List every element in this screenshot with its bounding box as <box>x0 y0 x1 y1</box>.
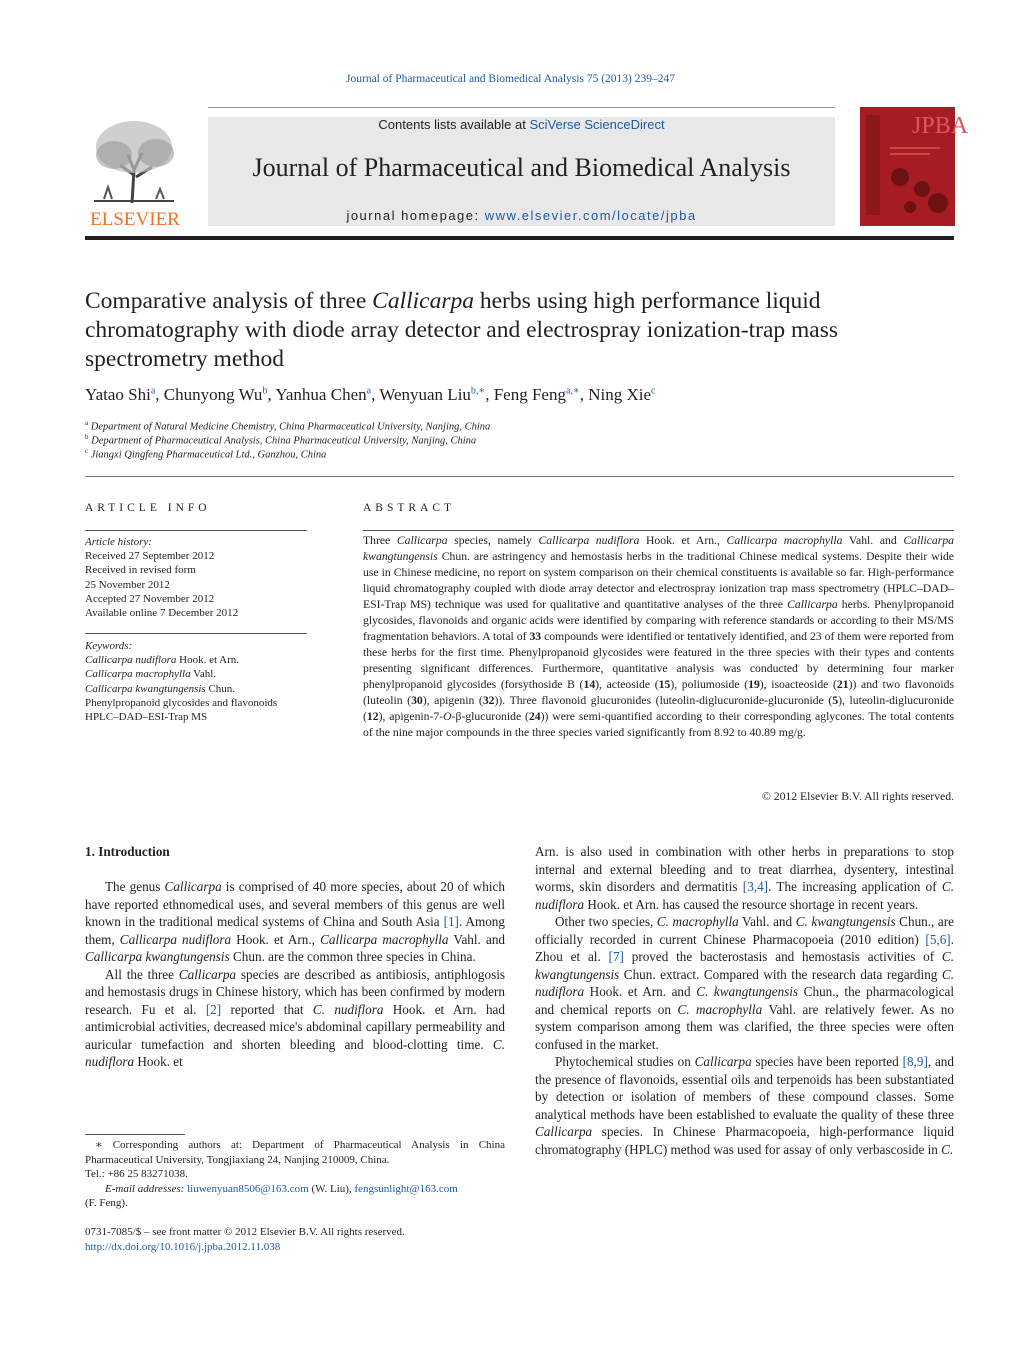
keyword: Phenylpropanoid glycosides and flavonoids <box>85 696 278 709</box>
affiliation-text: Department of Natural Medicine Chemistry, China Pharmaceutical University, Nanjing, China <box>90 421 491 433</box>
footnote-rule <box>85 1134 185 1135</box>
author-name: Chunyong Wu <box>163 385 263 404</box>
author-name: Yanhua Chen <box>275 385 367 404</box>
issn-line: 0731-7085/$ – see front matter © 2012 Elsevier B.V. All rights reserved. <box>85 1226 405 1238</box>
email-label: E-mail addresses: <box>105 1182 188 1195</box>
history-item: Received 27 September 2012 <box>85 550 215 563</box>
author-separator: , <box>579 385 589 404</box>
article-title <box>85 287 965 374</box>
affiliation-text: Department of Pharmaceutical Analysis, China Pharmaceutical University, Nanjing, China <box>91 435 477 447</box>
elsevier-logo <box>84 115 186 230</box>
article-info-rule <box>85 530 307 531</box>
affiliation-marker: b <box>85 433 89 441</box>
journal-title: Journal of Pharmaceutical and Biomedical Analysis <box>252 153 791 182</box>
email-line <box>85 1182 505 1197</box>
article-history <box>85 535 238 620</box>
history-item: Accepted 27 November 2012 <box>85 592 215 605</box>
affiliation-text: Jiangxi Qingfeng Pharmaceutical Ltd., Ganzhou, China <box>90 449 327 461</box>
keywords <box>85 639 277 724</box>
affiliation-a <box>85 419 490 433</box>
author-separator: , <box>371 385 380 404</box>
history-item: Available online 7 December 2012 <box>85 607 239 620</box>
body-column-left: The genus Callicarpa is comprised of 40 more species, about 20 of which have reported ethnomedical uses, and several members of this genus are well known in the traditional medical systems of China and South Asia [1]. Among them, Callicarpa nudiflora Hook. et Arn., Callicarpa macrophylla Vahl. and Callicarpa kwangtungensis Chun. are the common three species in China. All the three Callicarpa species are described as antibiosis, antiphlogosis and hemostasis drugs in Chinese history, which has been confirmed by modern research. Fu et al. [2] reported that C. nudiflora Hook. et Arn. had antimicrobial activities, decreased mice's abdominal capillary permeability and auricular tumefaction and shorten bleeding and blood-clotting time. C. nudiflora Hook. et <box>85 879 506 1069</box>
homepage-label: journal homepage: <box>346 208 485 223</box>
author-affiliation-marker[interactable]: a <box>150 385 156 397</box>
doi-link[interactable]: http://dx.doi.org/10.1016/j.jpba.2012.11.038 <box>85 1241 281 1253</box>
header-top-rule <box>208 107 835 108</box>
history-label: Article history: <box>85 536 152 548</box>
contents-availability <box>208 117 835 132</box>
elsevier-tree-icon <box>84 115 186 230</box>
journal-cover-art <box>860 107 969 226</box>
abstract-rule <box>363 530 954 531</box>
affiliation-rule <box>85 476 954 477</box>
issn-doi-block <box>85 1225 505 1255</box>
keywords-rule <box>85 633 307 634</box>
telephone: Tel.: +86 25 83271038. <box>85 1168 188 1180</box>
author-name: Yatao Shi <box>85 385 151 404</box>
corresponding-author-footnote <box>85 1138 505 1211</box>
keyword-authority: Vahl. <box>190 668 217 681</box>
author-name: Feng Feng <box>493 385 566 404</box>
affiliation-c <box>85 447 326 461</box>
author-separator: , <box>267 385 276 404</box>
sciencedirect-link[interactable]: SciVerse ScienceDirect <box>529 117 665 132</box>
author-separator: , <box>155 385 164 404</box>
author-affiliation-marker[interactable]: b,∗ <box>470 385 486 397</box>
keyword-species: Callicarpa kwangtungensis <box>85 682 206 695</box>
homepage-link[interactable]: www.elsevier.com/locate/jpba <box>484 208 697 223</box>
email-link-liu[interactable]: liuwenyuan8506@163.com <box>187 1182 309 1195</box>
keyword-species: Callicarpa nudiflora <box>85 654 177 667</box>
keyword-species: Callicarpa macrophylla <box>85 668 191 681</box>
body-column-right: Arn. is also used in combination with other herbs in preparations to stop internal and external bleeding and to treat diarrhea, dysentery, intestinal worms, skin disorders and dermatitis [3,4]. The increasing application of C. nudiflora Hook. et Arn. has caused the resource shortage in recent years. Other two species, C. macrophylla Vahl. and C. kwangtungensis Chun., are officially recorded in current Chinese Pharmacopoeia (2010 edition) [5,6]. Zhou et al. [7] proved the bacterostasis and hemostasis activities of C. kwangtungensis Chun. extract. Compared with the research data regarding C. nudiflora Hook. et Arn. and C. kwangtungensis Chun., the pharmacological and chemical reports on C. macrophylla Vahl. are relatively fewer. As no system comparison among them was clarified, the three species were often confused in the market. Phytochemical studies on Callicarpa species have been reported [8,9], and the presence of flavonoids, essential oils and terpenoids has been substantiated by detection or isolation of members of these compound classes. Some analytical methods have been established to evaluate the quality of these three Callicarpa species. In Chinese Pharmacopoeia, high-performance liquid chromatography (HPLC) method was used for assay of only verbascoside in C. <box>535 844 955 1157</box>
history-item: 25 November 2012 <box>85 578 170 591</box>
journal-cover-image <box>860 107 969 226</box>
author-separator: , <box>485 385 494 404</box>
title-part-1: Comparative analysis of three <box>85 288 373 314</box>
corresponding-text: ∗ Corresponding authors at: Department of Pharmaceutical Analysis in China Pharmaceutical University, Tongjiaxiang 24, Nanjing 210009, China. <box>85 1139 505 1166</box>
keyword-authority: Chun. <box>205 682 236 695</box>
title-genus: Callicarpa <box>372 288 474 314</box>
author-affiliation-marker[interactable]: a,∗ <box>565 385 580 397</box>
article-info-heading: ARTICLE INFO <box>85 502 211 514</box>
keywords-label: Keywords: <box>85 640 133 652</box>
affiliation-marker: a <box>85 419 89 427</box>
author-name: Ning Xie <box>588 385 652 404</box>
journal-homepage <box>208 208 835 223</box>
title-part-2: herbs using high performance liquid chromatography with diode array detector and electrospray ionization-trap mass spectrometry method <box>85 288 839 372</box>
affiliation-marker: c <box>85 447 89 455</box>
header-bottom-rule <box>85 236 954 240</box>
author-list <box>85 385 965 405</box>
section-heading-introduction: 1. Introduction <box>85 844 170 859</box>
author-affiliation-marker[interactable]: a <box>366 385 372 397</box>
email-link-feng[interactable]: fengsunlight@163.com <box>354 1182 458 1195</box>
email-owner: (W. Liu), <box>308 1182 355 1195</box>
keyword-authority: Hook. et Arn. <box>176 654 240 667</box>
svg-text:JPBA: JPBA <box>912 113 969 139</box>
abstract-text: Three Callicarpa species, namely Callicarpa nudiflora Hook. et Arn., Callicarpa macrophylla Vahl. and Callicarpa kwangtungensis Chun. are astringency and hemostasis herbs in the traditional Chinese medical systems. Despite their wide use in Chinese medicine, no report on system comparison on their chemical constituents is available so far. High-performance liquid chromatography coupled with diode array detector and electrospray ionization trap mass spectrometry (HPLC–DAD–ESI-Trap MS) technique was used for qualitative and quantitative analyses of the three Callicarpa herbs. Phenylpropanoid glycosides, flavonoids and organic acids were identified by comparing with reference standards or according to their MS/MS fragmentation behaviors. A total of 33 compounds were identified or tentatively identified, and 23 of them were reported from these herbs for the first time. Phenylpropanoid glycosides were featured in the three species with their types and contents presenting significant differences. Furthermore, quantitative analysis was conducted by determining four marker phenylpropanoid glycosides (forsythoside B (14), acteoside (15), poliumoside (19), isoacteoside (21)) and two flavonoids (luteolin (30), apigenin (32)). Three flavonoid glucuronides (luteolin-diglucuronide-glucuronide (5), luteolin-diglucuronide (12), apigenin-7-O-β-glucuronide (24)) were semi-quantified according to their corresponding aglycones. The total contents of the nine major compounds in the three species varied significantly from 8.92 to 40.89 mg/g. <box>363 534 955 739</box>
svg-text:ELSEVIER: ELSEVIER <box>90 209 180 230</box>
author-affiliation-marker[interactable]: c <box>651 385 656 397</box>
history-item: Received in revised form <box>85 564 196 577</box>
copyright-line: © 2012 Elsevier B.V. All rights reserved. <box>761 790 954 803</box>
abstract-heading: ABSTRACT <box>363 502 456 514</box>
journal-reference[interactable]: Journal of Pharmaceutical and Biomedical Analysis 75 (2013) 239–247 <box>346 73 675 85</box>
contents-prefix: Contents lists available at <box>378 117 530 132</box>
keyword: HPLC–DAD–ESI-Trap MS <box>85 711 208 724</box>
affiliation-b <box>85 433 476 447</box>
email-owner-feng: (F. Feng). <box>85 1197 128 1209</box>
author-affiliation-marker[interactable]: b <box>262 385 268 397</box>
author-name: Wenyuan Liu <box>379 385 471 404</box>
